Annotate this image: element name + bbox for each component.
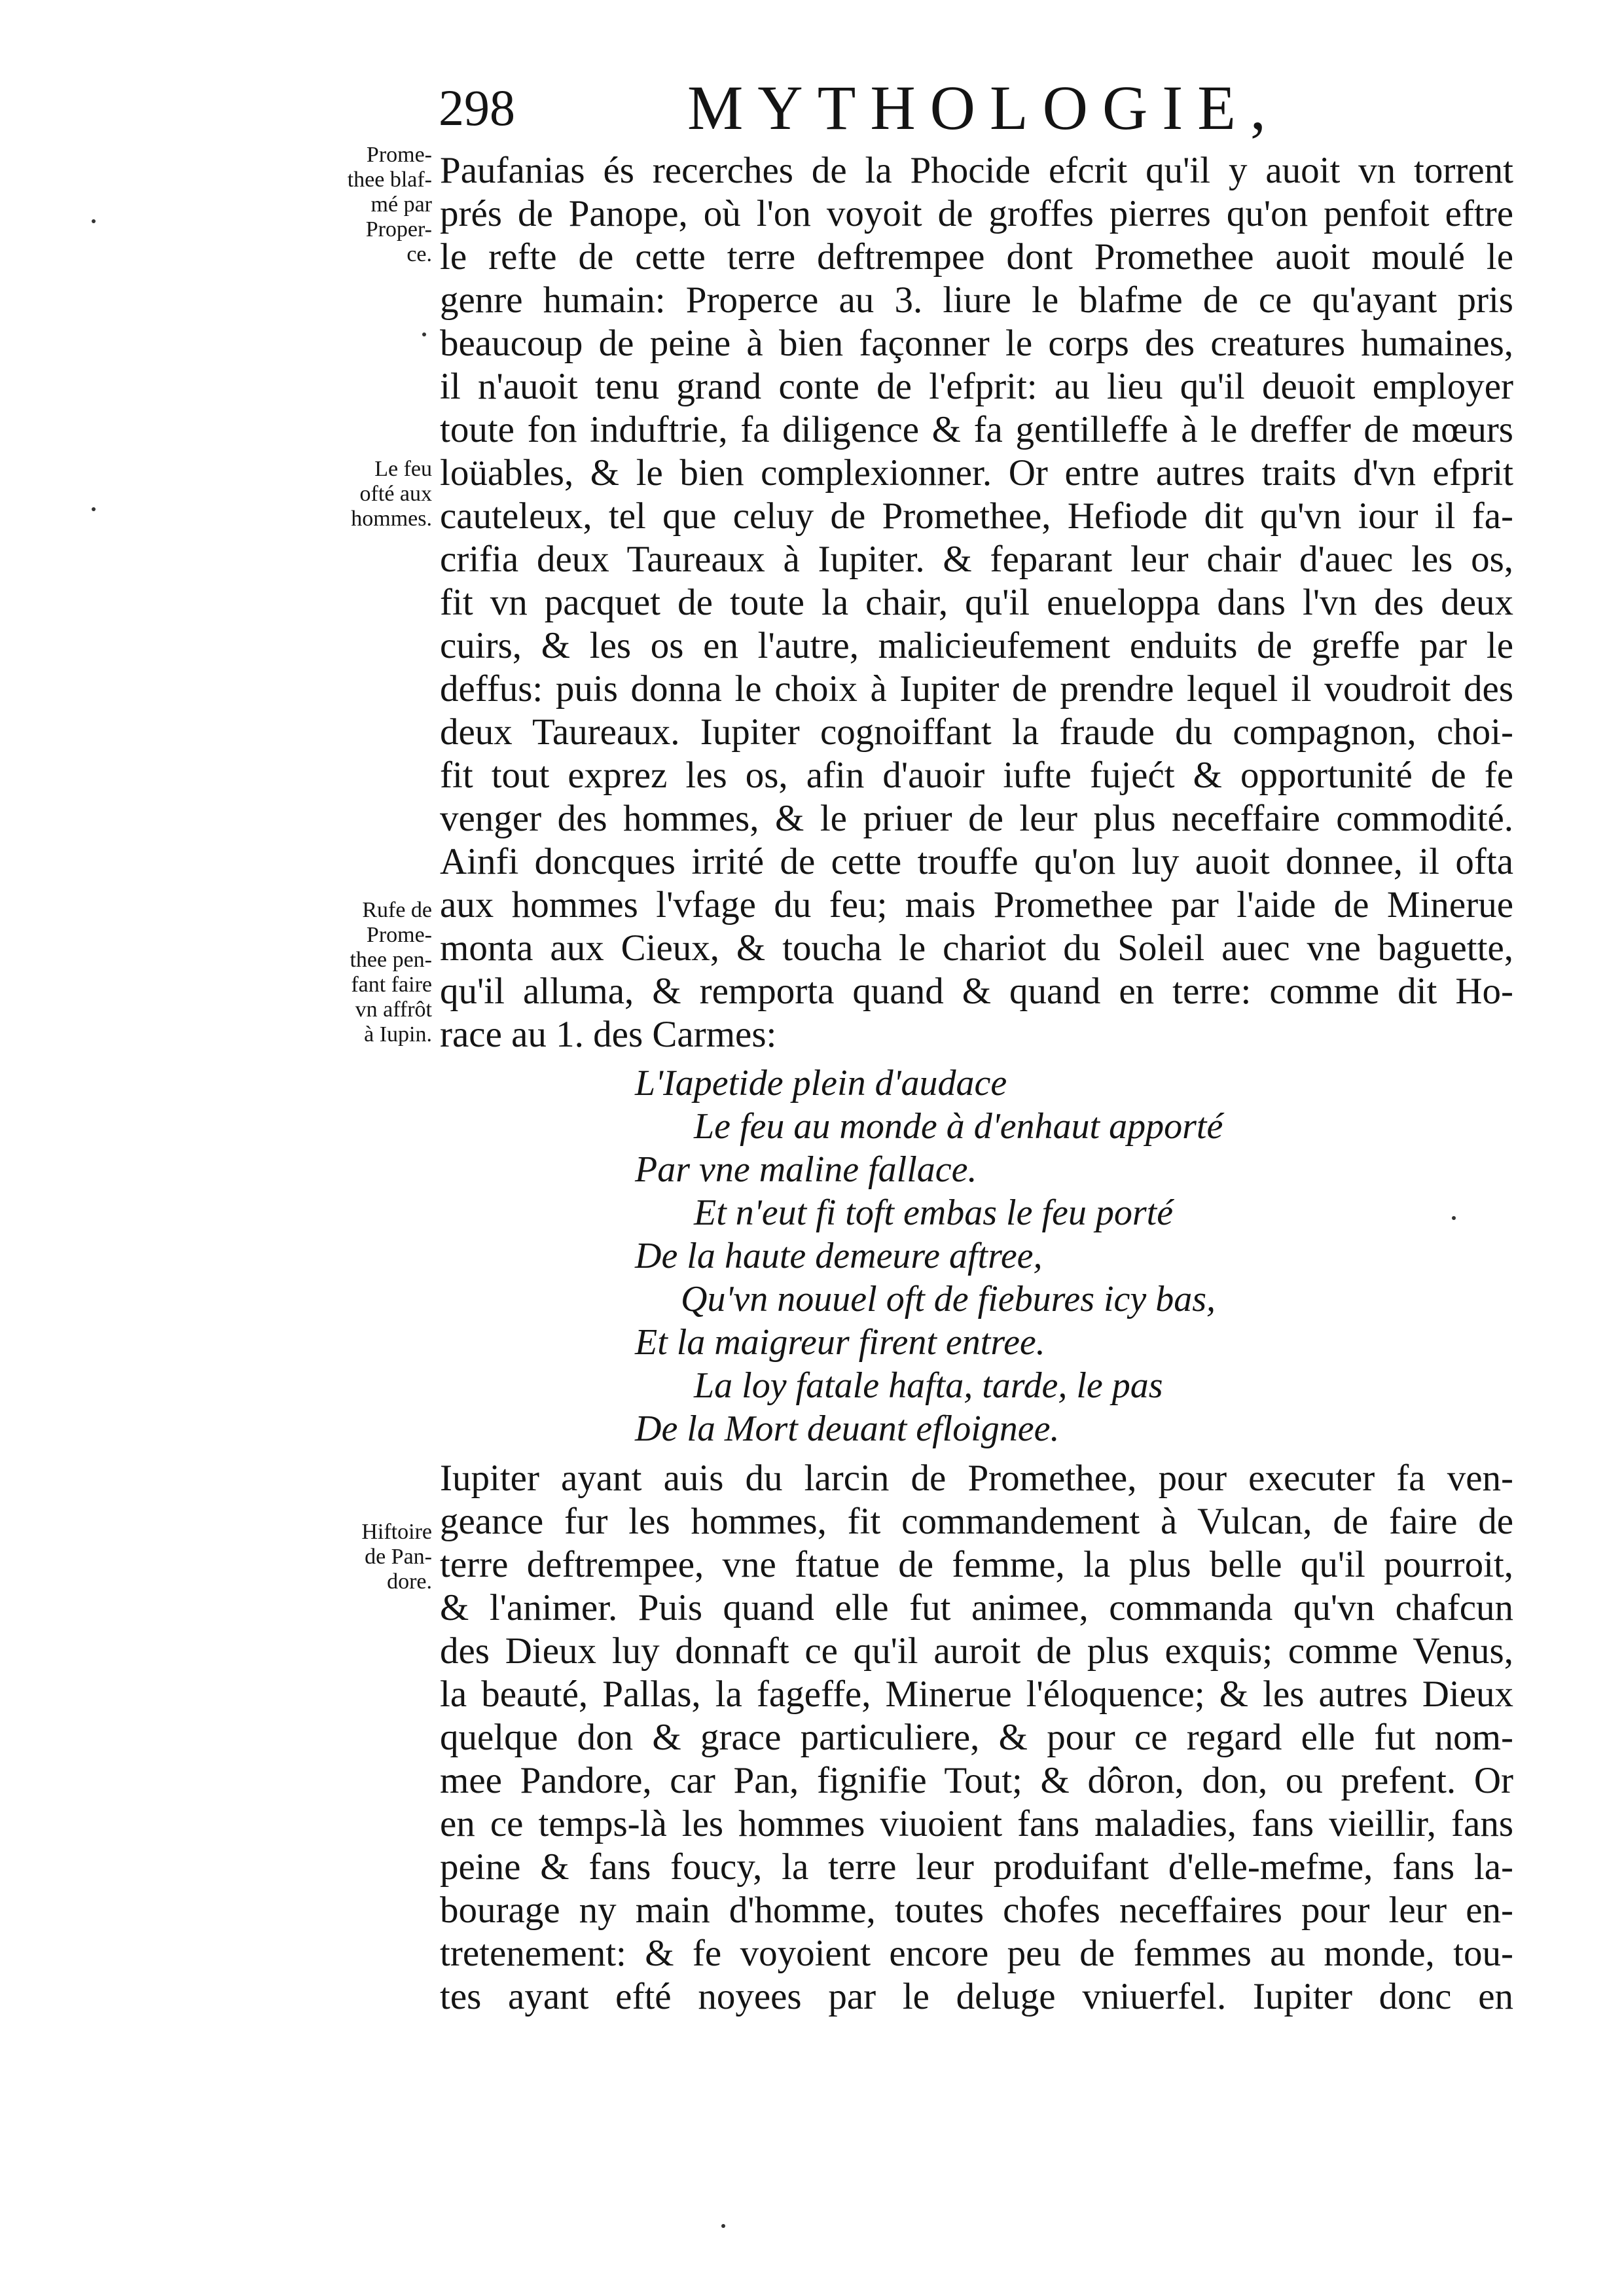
text-line: venger des hommes, & le priuer de leur plus neceffaire commodité.	[440, 798, 1513, 839]
verse-line: Et la maigreur firent entree.	[635, 1322, 1045, 1363]
text-line: en ce temps-là les hommes viuoient fans maladies, fans vieillir, fans	[440, 1803, 1513, 1844]
text-line: cauteleux, tel que celuy de Promethee, Hefiode dit qu'vn iour il fa-	[440, 495, 1513, 537]
paper-speck	[92, 219, 96, 223]
text-line: cuirs, & les os en l'autre, malicieufement enduits de greffe par le	[440, 625, 1513, 666]
text-line: peine & fans foucy, la terre leur produifant d'elle-mefme, fans la-	[440, 1846, 1513, 1888]
verse-line: De la haute demeure aftree,	[635, 1236, 1043, 1276]
text-line: race au 1. des Carmes:	[440, 1014, 777, 1055]
margin-note-pandora-history: Hiftoire de Pan- dore.	[361, 1520, 432, 1594]
text-line: des Dieux luy donnaft ce qu'il auroit de plus exquis; comme Venus,	[440, 1630, 1513, 1672]
paper-speck	[92, 507, 96, 511]
verse-line: De la Mort deuant efloignee.	[635, 1408, 1060, 1449]
paper-speck	[422, 332, 426, 336]
text-line: deux Taureaux. Iupiter cognoiffant la fraude du compagnon, choi-	[440, 711, 1513, 753]
text-line: Ainfi doncques irrité de cette trouffe qu'on luy auoit donnee, il ofta	[440, 841, 1513, 882]
running-head: MYTHOLOGIE,	[687, 73, 1280, 143]
page-number: 298	[439, 79, 515, 136]
text-line: qu'il alluma, & remporta quand & quand en terre: comme dit Ho-	[440, 971, 1513, 1012]
text-line: quelque don & grace particuliere, & pour ce regard elle fut nom-	[440, 1717, 1513, 1758]
text-line: Paufanias és recerches de la Phocide efcrit qu'il y auoit vn torrent	[440, 150, 1513, 191]
verse-line: Qu'vn nouuel oft de fiebures icy bas,	[681, 1279, 1216, 1319]
text-line: tretenement: & fe voyoient encore peu de femmes au monde, tou-	[440, 1933, 1513, 1974]
text-line: fit tout exprez les os, afin d'auoir iufte fujećt & opportunité de fe	[440, 755, 1513, 796]
verse-line: La loy fatale hafta, tarde, le pas	[694, 1365, 1163, 1406]
text-line: bourage ny main d'homme, toutes chofes neceffaires pour leur en-	[440, 1890, 1513, 1931]
paper-speck	[721, 2224, 725, 2228]
text-line: geance fur les hommes, fit commandement à Vulcan, de faire de	[440, 1501, 1513, 1542]
text-line: beaucoup de peine à bien façonner le corps des creatures humaines,	[440, 323, 1513, 364]
text-line: aux hommes l'vfage du feu; mais Promethee par l'aide de Minerue	[440, 884, 1513, 925]
verse-line: Par vne maline fallace.	[635, 1149, 977, 1190]
text-line: il n'auoit tenu grand conte de l'efprit: au lieu qu'il deuoit employer	[440, 366, 1513, 407]
text-line: la beauté, Pallas, la fageffe, Minerue l'éloquence; & les autres Dieux	[440, 1674, 1513, 1715]
verse-line: Et n'eut fi toft embas le feu porté	[694, 1193, 1174, 1233]
text-line: monta aux Cieux, & toucha le chariot du Soleil auec vne baguette,	[440, 927, 1513, 969]
text-line: toute fon induftrie, fa diligence & fa gentilleffe à le dreffer de mœurs	[440, 409, 1513, 450]
margin-note-fire-taken: Le feu ofté aux hommes.	[351, 457, 432, 531]
verse-line: L'Iapetide plein d'audace	[635, 1063, 1007, 1103]
text-line: deffus: puis donna le choix à Iupiter de prendre lequel il voudroit des	[440, 668, 1513, 709]
verse-line: Le feu au monde à d'enhaut apporté	[694, 1106, 1223, 1147]
text-line: tes ayant efté noyees par le deluge vniuerfel. Iupiter donc en	[440, 1976, 1513, 2017]
text-line: terre deftrempee, vne ftatue de femme, la plus belle qu'il pourroit,	[440, 1544, 1513, 1585]
text-line: le refte de cette terre deftrempee dont Promethee auoit moulé le	[440, 236, 1513, 278]
margin-note-prometheus-ruse: Rufe de Prome- thee pen- fant faire vn affrôt à Iupin.	[350, 898, 432, 1047]
text-line: genre humain: Properce au 3. liure le blafme de ce qu'ayant pris	[440, 279, 1513, 321]
text-line: prés de Panope, où l'on voyoit de groffes pierres qu'on penfoit eftre	[440, 193, 1513, 234]
text-line: loüables, & le bien complexionner. Or entre autres traits d'vn efprit	[440, 452, 1513, 493]
text-line: Iupiter ayant auis du larcin de Promethee, pour executer fa ven-	[440, 1458, 1513, 1499]
paper-speck	[1452, 1216, 1456, 1220]
text-line: & l'animer. Puis quand elle fut animee, commanda qu'vn chafcun	[440, 1587, 1513, 1628]
margin-note-prometheus-blamed: Prome- thee blaf- mé par Proper- ce.	[347, 143, 432, 266]
text-line: mee Pandore, car Pan, fignifie Tout; & dôron, don, ou prefent. Or	[440, 1760, 1513, 1801]
text-line: fit vn pacquet de toute la chair, qu'il enueloppa dans l'vn des deux	[440, 582, 1513, 623]
text-line: crifia deux Taureaux à Iupiter. & feparant leur chair d'auec les os,	[440, 539, 1513, 580]
